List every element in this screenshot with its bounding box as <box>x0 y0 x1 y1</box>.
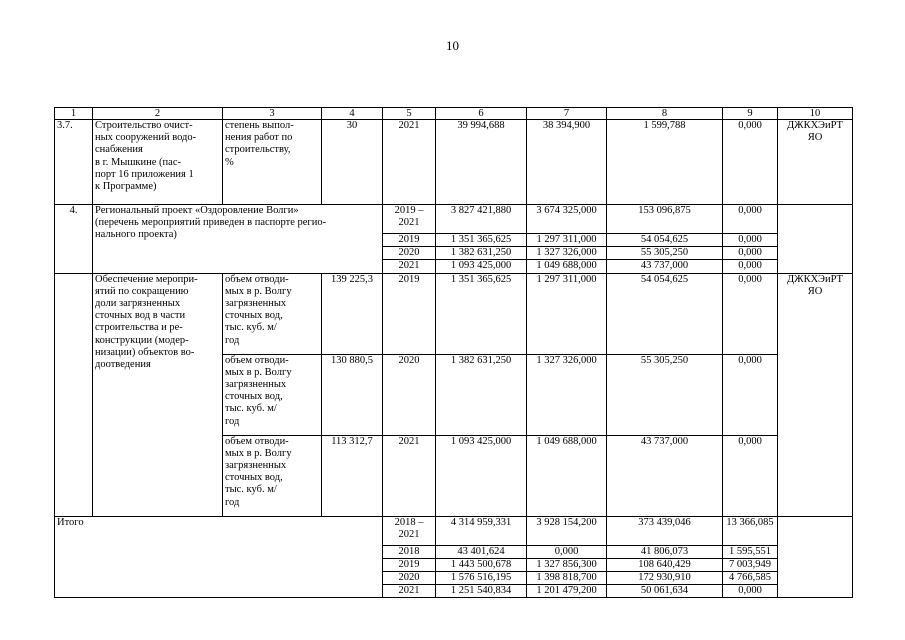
amount-cell: 41 806,073 <box>607 545 723 558</box>
amount-cell: 373 439,046 <box>607 516 723 545</box>
amount-cell: 153 096,875 <box>607 205 723 234</box>
executor-cell <box>778 516 853 598</box>
amount-cell: 0,000 <box>723 120 778 205</box>
amount-cell: 1 398 818,700 <box>527 572 607 585</box>
header-cell: 4 <box>322 108 383 120</box>
amount-cell: 43 737,000 <box>607 435 723 516</box>
amount-cell: 1 576 516,195 <box>436 572 527 585</box>
amount-cell: 0,000 <box>723 260 778 273</box>
amount-cell: 38 394,900 <box>527 120 607 205</box>
page-number: 10 <box>446 38 459 53</box>
amount-cell: 43 401,624 <box>436 545 527 558</box>
executor-cell: ДЖКХЭиРТ ЯО <box>778 120 853 205</box>
indicator-value: 139 225,3 <box>322 273 383 354</box>
year-cell: 2021 <box>383 120 436 205</box>
amount-cell: 1 595,551 <box>723 545 778 558</box>
amount-cell: 108 640,429 <box>607 558 723 571</box>
amount-cell: 1 201 479,200 <box>527 585 607 598</box>
header-cell: 3 <box>223 108 322 120</box>
year-cell: 2019 <box>383 558 436 571</box>
amount-cell: 0,000 <box>723 234 778 247</box>
indicator-value: 130 880,5 <box>322 354 383 435</box>
table-row <box>55 273 853 354</box>
amount-cell: 1 382 631,250 <box>436 247 527 260</box>
regional-project-name: Региональный проект «Оздоровление Волги» (перечень мероприятий приведен в паспорте регио- нального проекта) <box>93 205 383 274</box>
year-cell: 2019 <box>383 234 436 247</box>
amount-cell: 7 003,949 <box>723 558 778 571</box>
amount-cell: 4 766,585 <box>723 572 778 585</box>
amount-cell: 0,000 <box>723 585 778 598</box>
year-cell: 2021 <box>383 435 436 516</box>
indicator-name: объем отводи- мых в р. Волгу загрязненных сточных вод, тыс. куб. м/ год <box>223 273 322 354</box>
amount-cell: 1 382 631,250 <box>436 354 527 435</box>
amount-cell: 50 061,634 <box>607 585 723 598</box>
amount-cell: 1 297 311,000 <box>527 234 607 247</box>
program-table <box>54 107 853 598</box>
amount-cell: 1 093 425,000 <box>436 260 527 273</box>
measure-name: Строительство очист- ных сооружений водо- снабжения в г. Мышкине (пас- порт 16 приложения 1 к Программе) <box>93 120 223 205</box>
year-cell: 2021 <box>383 260 436 273</box>
amount-cell: 172 930,910 <box>607 572 723 585</box>
amount-cell: 1 599,788 <box>607 120 723 205</box>
year-cell: 2020 <box>383 572 436 585</box>
row-number: 4. <box>55 205 93 274</box>
row-number: 3.7. <box>55 120 93 205</box>
row-number <box>55 273 93 516</box>
indicator-name: объем отводи- мых в р. Волгу загрязненных сточных вод, тыс. куб. м/ год <box>223 435 322 516</box>
year-cell: 2019 – 2021 <box>383 205 436 234</box>
amount-cell: 4 314 959,331 <box>436 516 527 545</box>
amount-cell: 1 351 365,625 <box>436 234 527 247</box>
header-cell: 8 <box>607 108 723 120</box>
amount-cell: 0,000 <box>723 435 778 516</box>
header-cell: 1 <box>55 108 93 120</box>
amount-cell: 0,000 <box>527 545 607 558</box>
executor-cell <box>778 205 853 274</box>
amount-cell: 1 049 688,000 <box>527 435 607 516</box>
amount-cell: 0,000 <box>723 273 778 354</box>
amount-cell: 54 054,625 <box>607 273 723 354</box>
amount-cell: 1 351 365,625 <box>436 273 527 354</box>
amount-cell: 3 928 154,200 <box>527 516 607 545</box>
year-cell: 2019 <box>383 273 436 354</box>
year-cell: 2021 <box>383 585 436 598</box>
header-cell: 5 <box>383 108 436 120</box>
measure-name: Обеспечение меропри- ятий по сокращению доли загрязненных сточных вод в части строительства и ре- конструкции (модер- низации) объектов во- доотведения <box>93 273 223 516</box>
total-label: Итого <box>55 516 383 598</box>
amount-cell: 3 674 325,000 <box>527 205 607 234</box>
amount-cell: 43 737,000 <box>607 260 723 273</box>
amount-cell: 1 327 326,000 <box>527 247 607 260</box>
amount-cell: 1 297 311,000 <box>527 273 607 354</box>
amount-cell: 1 049 688,000 <box>527 260 607 273</box>
amount-cell: 0,000 <box>723 354 778 435</box>
amount-cell: 54 054,625 <box>607 234 723 247</box>
indicator-value: 113 312,7 <box>322 435 383 516</box>
amount-cell: 1 327 856,300 <box>527 558 607 571</box>
amount-cell: 3 827 421,880 <box>436 205 527 234</box>
amount-cell: 0,000 <box>723 205 778 234</box>
amount-cell: 13 366,085 <box>723 516 778 545</box>
indicator-value: 30 <box>322 120 383 205</box>
table-header-row <box>55 108 853 120</box>
amount-cell: 55 305,250 <box>607 247 723 260</box>
header-cell: 9 <box>723 108 778 120</box>
header-cell: 6 <box>436 108 527 120</box>
indicator-name: степень выпол- нения работ по строительству, % <box>223 120 322 205</box>
table-row <box>55 120 853 205</box>
total-row <box>55 516 853 545</box>
amount-cell: 55 305,250 <box>607 354 723 435</box>
header-cell: 7 <box>527 108 607 120</box>
amount-cell: 1 093 425,000 <box>436 435 527 516</box>
indicator-name: объем отводи- мых в р. Волгу загрязненных сточных вод, тыс. куб. м/ год <box>223 354 322 435</box>
year-cell: 2018 – 2021 <box>383 516 436 545</box>
header-cell: 10 <box>778 108 853 120</box>
year-cell: 2018 <box>383 545 436 558</box>
amount-cell: 1 251 540,834 <box>436 585 527 598</box>
amount-cell: 39 994,688 <box>436 120 527 205</box>
amount-cell: 1 443 500,678 <box>436 558 527 571</box>
header-cell: 2 <box>93 108 223 120</box>
amount-cell: 0,000 <box>723 247 778 260</box>
year-cell: 2020 <box>383 354 436 435</box>
amount-cell: 1 327 326,000 <box>527 354 607 435</box>
year-cell: 2020 <box>383 247 436 260</box>
executor-cell: ДЖКХЭиРТ ЯО <box>778 273 853 516</box>
table-row <box>55 205 853 234</box>
